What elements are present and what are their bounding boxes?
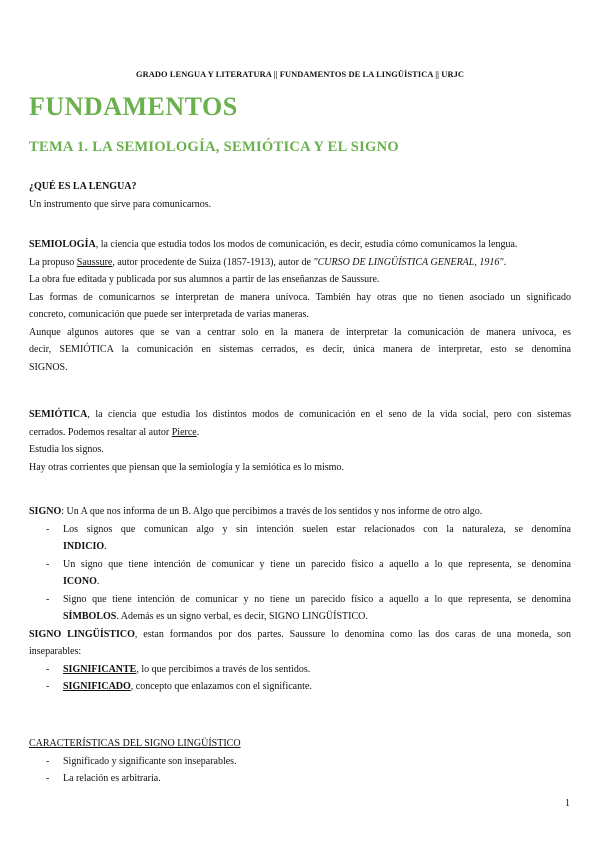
semiotica-line-4: Hay otras corrientes que piensan que la semiología y la semiótica es lo mismo.: [29, 461, 344, 473]
semiologia-line-1: [29, 236, 571, 254]
indicio-line-1: Los signos que comunican algo y sin intención suelen estar relacionados con la naturaleza, se denomina: [63, 523, 571, 535]
lengua-text: Un instrumento que sirve para comunicarnos.: [29, 198, 212, 210]
semiologia-term: SEMIOLOGÍA: [29, 239, 96, 250]
list-item: [29, 591, 571, 626]
simbolos-after: . Además es un signo verbal, es decir, SIGNO LINGÜÍSTICO.: [116, 611, 368, 622]
significado-item: [63, 678, 571, 696]
icono-term: ICONO: [63, 576, 97, 587]
significante-text: , lo que percibimos a través de los sentidos.: [136, 663, 311, 675]
semiotica-line-1-text: , la ciencia que estudia los distintos modos de comunicación en el seno de la vida social, pero con sistemas: [87, 409, 571, 420]
semiotica-line-3: Estudia los signos.: [29, 444, 104, 455]
page-number: 1: [565, 798, 570, 809]
book-title: "CURSO DE LINGÜÍSTICA GENERAL, 1916": [313, 256, 504, 268]
significante-item: [63, 661, 571, 679]
icono-line-1: Un signo que tiene intención de comunicar y tiene un parecido físico a aquello a lo que representa, se denomina: [63, 558, 571, 570]
lengua-heading: ¿QUÉ ES LA LENGUA?: [29, 181, 137, 192]
pierce-link: Pierce: [171, 426, 197, 438]
section-semiologia: [29, 236, 571, 376]
list-item: [29, 521, 571, 556]
semiologia-line-3: La obra fue editada y publicada por sus alumnos a partir de las enseñanzas de Saussure.: [29, 274, 380, 285]
semiologia-line-6: Aunque algunos autores que se van a centrar solo en la manera de interpretar la comunicación de manera unívoca, es: [29, 326, 571, 338]
list-item: [29, 753, 571, 771]
page-title: FUNDAMENTOS: [29, 92, 238, 121]
semiotica-line-2: [29, 424, 571, 442]
signo-definition-text: : Un A que nos informa de un B. Algo que percibimos a través de los sentidos y nos informe de otro algo.: [61, 506, 483, 517]
icono-line-2: [63, 573, 571, 591]
list-dash: -: [46, 773, 50, 784]
semiologia-line-2-mid: , autor procedente de Suiza (1857-1913), autor de: [112, 256, 314, 268]
caracteristica-2: La relación es arbitraria.: [63, 773, 161, 784]
simbolos-term: SÍMBOLOS: [63, 611, 117, 622]
semiotica-line-1: [29, 406, 571, 424]
signo-linguistico-line-1: [29, 626, 571, 644]
significado-term: SIGNIFICADO: [63, 681, 131, 692]
list-item: [29, 678, 571, 696]
topic-subtitle: TEMA 1. LA SEMIOLOGÍA, SEMIÓTICA Y EL SIGNO: [29, 139, 399, 155]
list-dash: -: [46, 558, 50, 570]
icono-after: .: [96, 576, 100, 587]
semiotica-line-2-end: .: [196, 426, 200, 438]
caracteristica-1: Significado y significante son inseparables.: [63, 755, 237, 767]
semiologia-line-2-pre: La propuso: [29, 256, 77, 268]
semiologia-line-2: [29, 254, 571, 272]
section-semiotica: [29, 406, 571, 476]
simbolos-line-2: [63, 608, 571, 626]
indicio-line-2: [63, 538, 571, 556]
section-lengua: [29, 178, 571, 213]
section-caracteristicas: [29, 735, 571, 788]
semiologia-line-7: decir, SEMIÓTICA la comunicación en sistemas cerrados, es decir, única manera de interpretar, esto se denomina: [29, 344, 571, 355]
list-dash: -: [46, 663, 50, 675]
semiotica-term: SEMIÓTICA: [29, 409, 88, 420]
saussure-link: Saussure: [76, 256, 113, 268]
list-dash: -: [46, 523, 50, 535]
semiologia-line-5: concreto, comunicación que puede ser interpretada de varias maneras.: [29, 309, 309, 320]
list-item: [29, 770, 571, 788]
semiologia-line-2-end: .: [503, 256, 507, 268]
list-dash: -: [46, 593, 50, 605]
semiologia-line-1-text: , la ciencia que estudia todos los modos de comunicación, es decir, estudia cómo comunicamos la lengua.: [95, 239, 518, 250]
signo-linguistico-line-2: inseparables:: [29, 646, 82, 657]
indicio-term: INDICIO: [63, 541, 105, 552]
list-dash: -: [46, 755, 50, 767]
semiologia-line-8: SIGNOS.: [29, 361, 68, 373]
signo-definition: [29, 503, 571, 521]
simbolos-line-1: Signo que tiene intención de comunicar y no tiene un parecido físico a aquello a lo que representa, se denomina: [63, 593, 571, 605]
caracteristicas-heading: CARACTERÍSTICAS DEL SIGNO LINGÜÍSTICO: [29, 738, 241, 749]
semiologia-line-4: Las formas de comunicarnos se interpretan de manera unívoca. También hay otras que no tienen asociado un significado: [29, 291, 571, 303]
section-signo: [29, 503, 571, 696]
page-header: GRADO LENGUA Y LITERATURA || FUNDAMENTOS DE LA LINGÜÍSTICA || URJC: [135, 70, 465, 79]
list-dash: -: [46, 681, 50, 692]
significante-term: SIGNIFICANTE: [63, 663, 137, 675]
indicio-after: .: [104, 541, 107, 552]
list-item: [29, 556, 571, 591]
significado-text: , concepto que enlazamos con el significante.: [130, 681, 312, 692]
signo-linguistico-line-1-text: , estan formandos por dos partes. Saussure lo denomina como las dos caras de una moneda, son: [134, 628, 571, 640]
signo-linguistico-term: SIGNO LINGÜÍSTICO: [29, 628, 135, 640]
signo-term: SIGNO: [29, 506, 62, 517]
semiotica-line-2-pre: cerrados. Podemos resaltar al autor: [29, 426, 172, 438]
list-item: [29, 661, 571, 679]
